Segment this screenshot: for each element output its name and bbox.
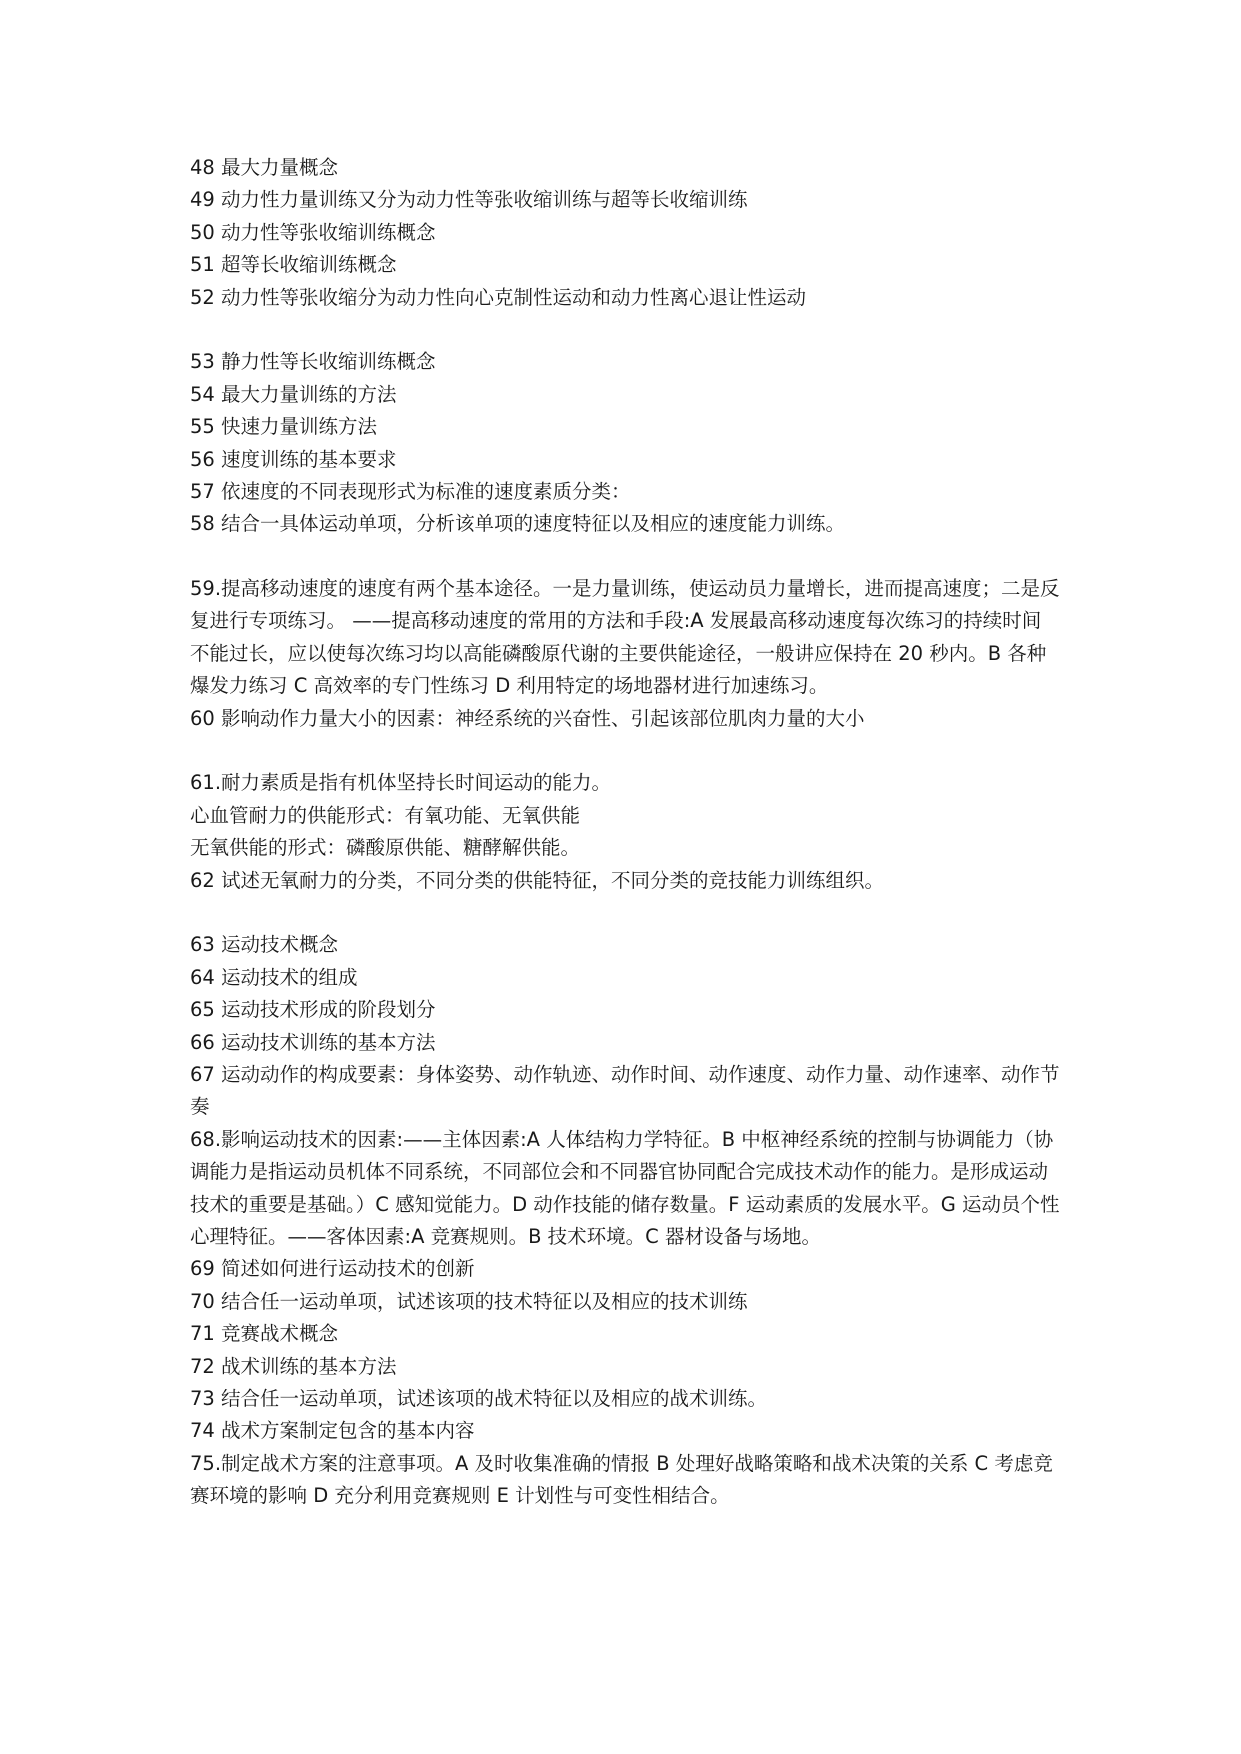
document-body	[190, 152, 1060, 1513]
text-line: 心血管耐力的供能形式：有氧功能、无氧供能	[190, 803, 581, 827]
text-line: 69 简述如何进行运动技术的创新	[190, 1257, 475, 1281]
text-line: 50 动力性等张收缩训练概念	[190, 220, 436, 244]
text-line: 54 最大力量训练的方法	[190, 382, 397, 406]
text-paragraph: 59.提高移动速度的速度有两个基本途径。一是力量训练，使运动员力量增长，进而提高速度；二是反复进行专项练习。 ——提高移动速度的常用的方法和手段:A 发展最高移动速度每次练习的持续时间不能过长，应以使每次练习均以高能磷酸原代谢的主要供能途径，一般讲应保持在 20 秒内。B 各种爆发力练习 C 高效率的专门性练习 D 利用特定的场地器材进行加速练习。	[190, 577, 1060, 698]
blank-line	[190, 735, 1060, 767]
text-line: 53 静力性等长收缩训练概念	[190, 350, 436, 374]
text-line: 73 结合任一运动单项，试述该项的战术特征以及相应的战术训练。	[190, 1387, 768, 1410]
text-paragraph: 67 运动动作的构成要素：身体姿势、动作轨迹、动作时间、动作速度、动作力量、动作速率、动作节奏	[190, 1063, 1060, 1119]
text-line: 51 超等长收缩训练概念	[190, 253, 397, 277]
text-line: 65 运动技术形成的阶段划分	[190, 998, 436, 1022]
text-line: 70 结合任一运动单项，试述该项的技术特征以及相应的技术训练	[190, 1289, 748, 1313]
text-line: 64 运动技术的组成	[190, 965, 358, 989]
text-line: 48 最大力量概念	[190, 156, 339, 179]
text-line: 62 试述无氧耐力的分类，不同分类的供能特征，不同分类的竞技能力训练组织。	[190, 868, 885, 892]
blank-line	[190, 897, 1060, 929]
text-line: 63 运动技术概念	[190, 933, 339, 957]
text-line: 71 竞赛战术概念	[190, 1322, 339, 1346]
text-line: 52 动力性等张收缩分为动力性向心克制性运动和动力性离心退让性运动	[190, 285, 807, 309]
text-line: 66 运动技术训练的基本方法	[190, 1030, 436, 1054]
text-line: 60 影响动作力量大小的因素：神经系统的兴奋性、引起该部位肌肉力量的大小	[190, 706, 865, 730]
text-line: 58 结合一具体运动单项，分析该单项的速度特征以及相应的速度能力训练。	[190, 512, 846, 536]
text-line: 72 战术训练的基本方法	[190, 1354, 397, 1378]
text-paragraph: 68.影响运动技术的因素:——主体因素:A 人体结构力学特征。B 中枢神经系统的控制与协调能力（协调能力是指运动员机体不同系统，不同部位会和不同器官协同配合完成技术动作的能力。是形成运动技术的重要是基础。）C 感知觉能力。D 动作技能的储存数量。F 运动素质的发展水平。G 运动员个性心理特征。——客体因素:A 竞赛规则。B 技术环境。C 器材设备与场地。	[190, 1127, 1060, 1249]
text-line: 74 战术方案制定包含的基本内容	[190, 1419, 475, 1443]
blank-line	[190, 314, 1060, 346]
text-line: 56 速度训练的基本要求	[190, 447, 397, 471]
blank-line	[190, 541, 1060, 573]
text-line: 55 快速力量训练方法	[190, 415, 378, 439]
text-line: 无氧供能的形式：磷酸原供能、糖酵解供能。	[190, 836, 581, 860]
text-line: 57 依速度的不同表现形式为标准的速度素质分类：	[190, 479, 631, 503]
text-paragraph: 75.制定战术方案的注意事项。A 及时收集准确的情报 B 处理好战略策略和战术决策的关系 C 考虑竞赛环境的影响 D 充分利用竞赛规则 E 计划性与可变性相结合。	[190, 1451, 1053, 1508]
text-line: 49 动力性力量训练又分为动力性等张收缩训练与超等长收缩训练	[190, 188, 748, 212]
text-line: 61.耐力素质是指有机体坚持长时间运动的能力。	[190, 771, 612, 795]
